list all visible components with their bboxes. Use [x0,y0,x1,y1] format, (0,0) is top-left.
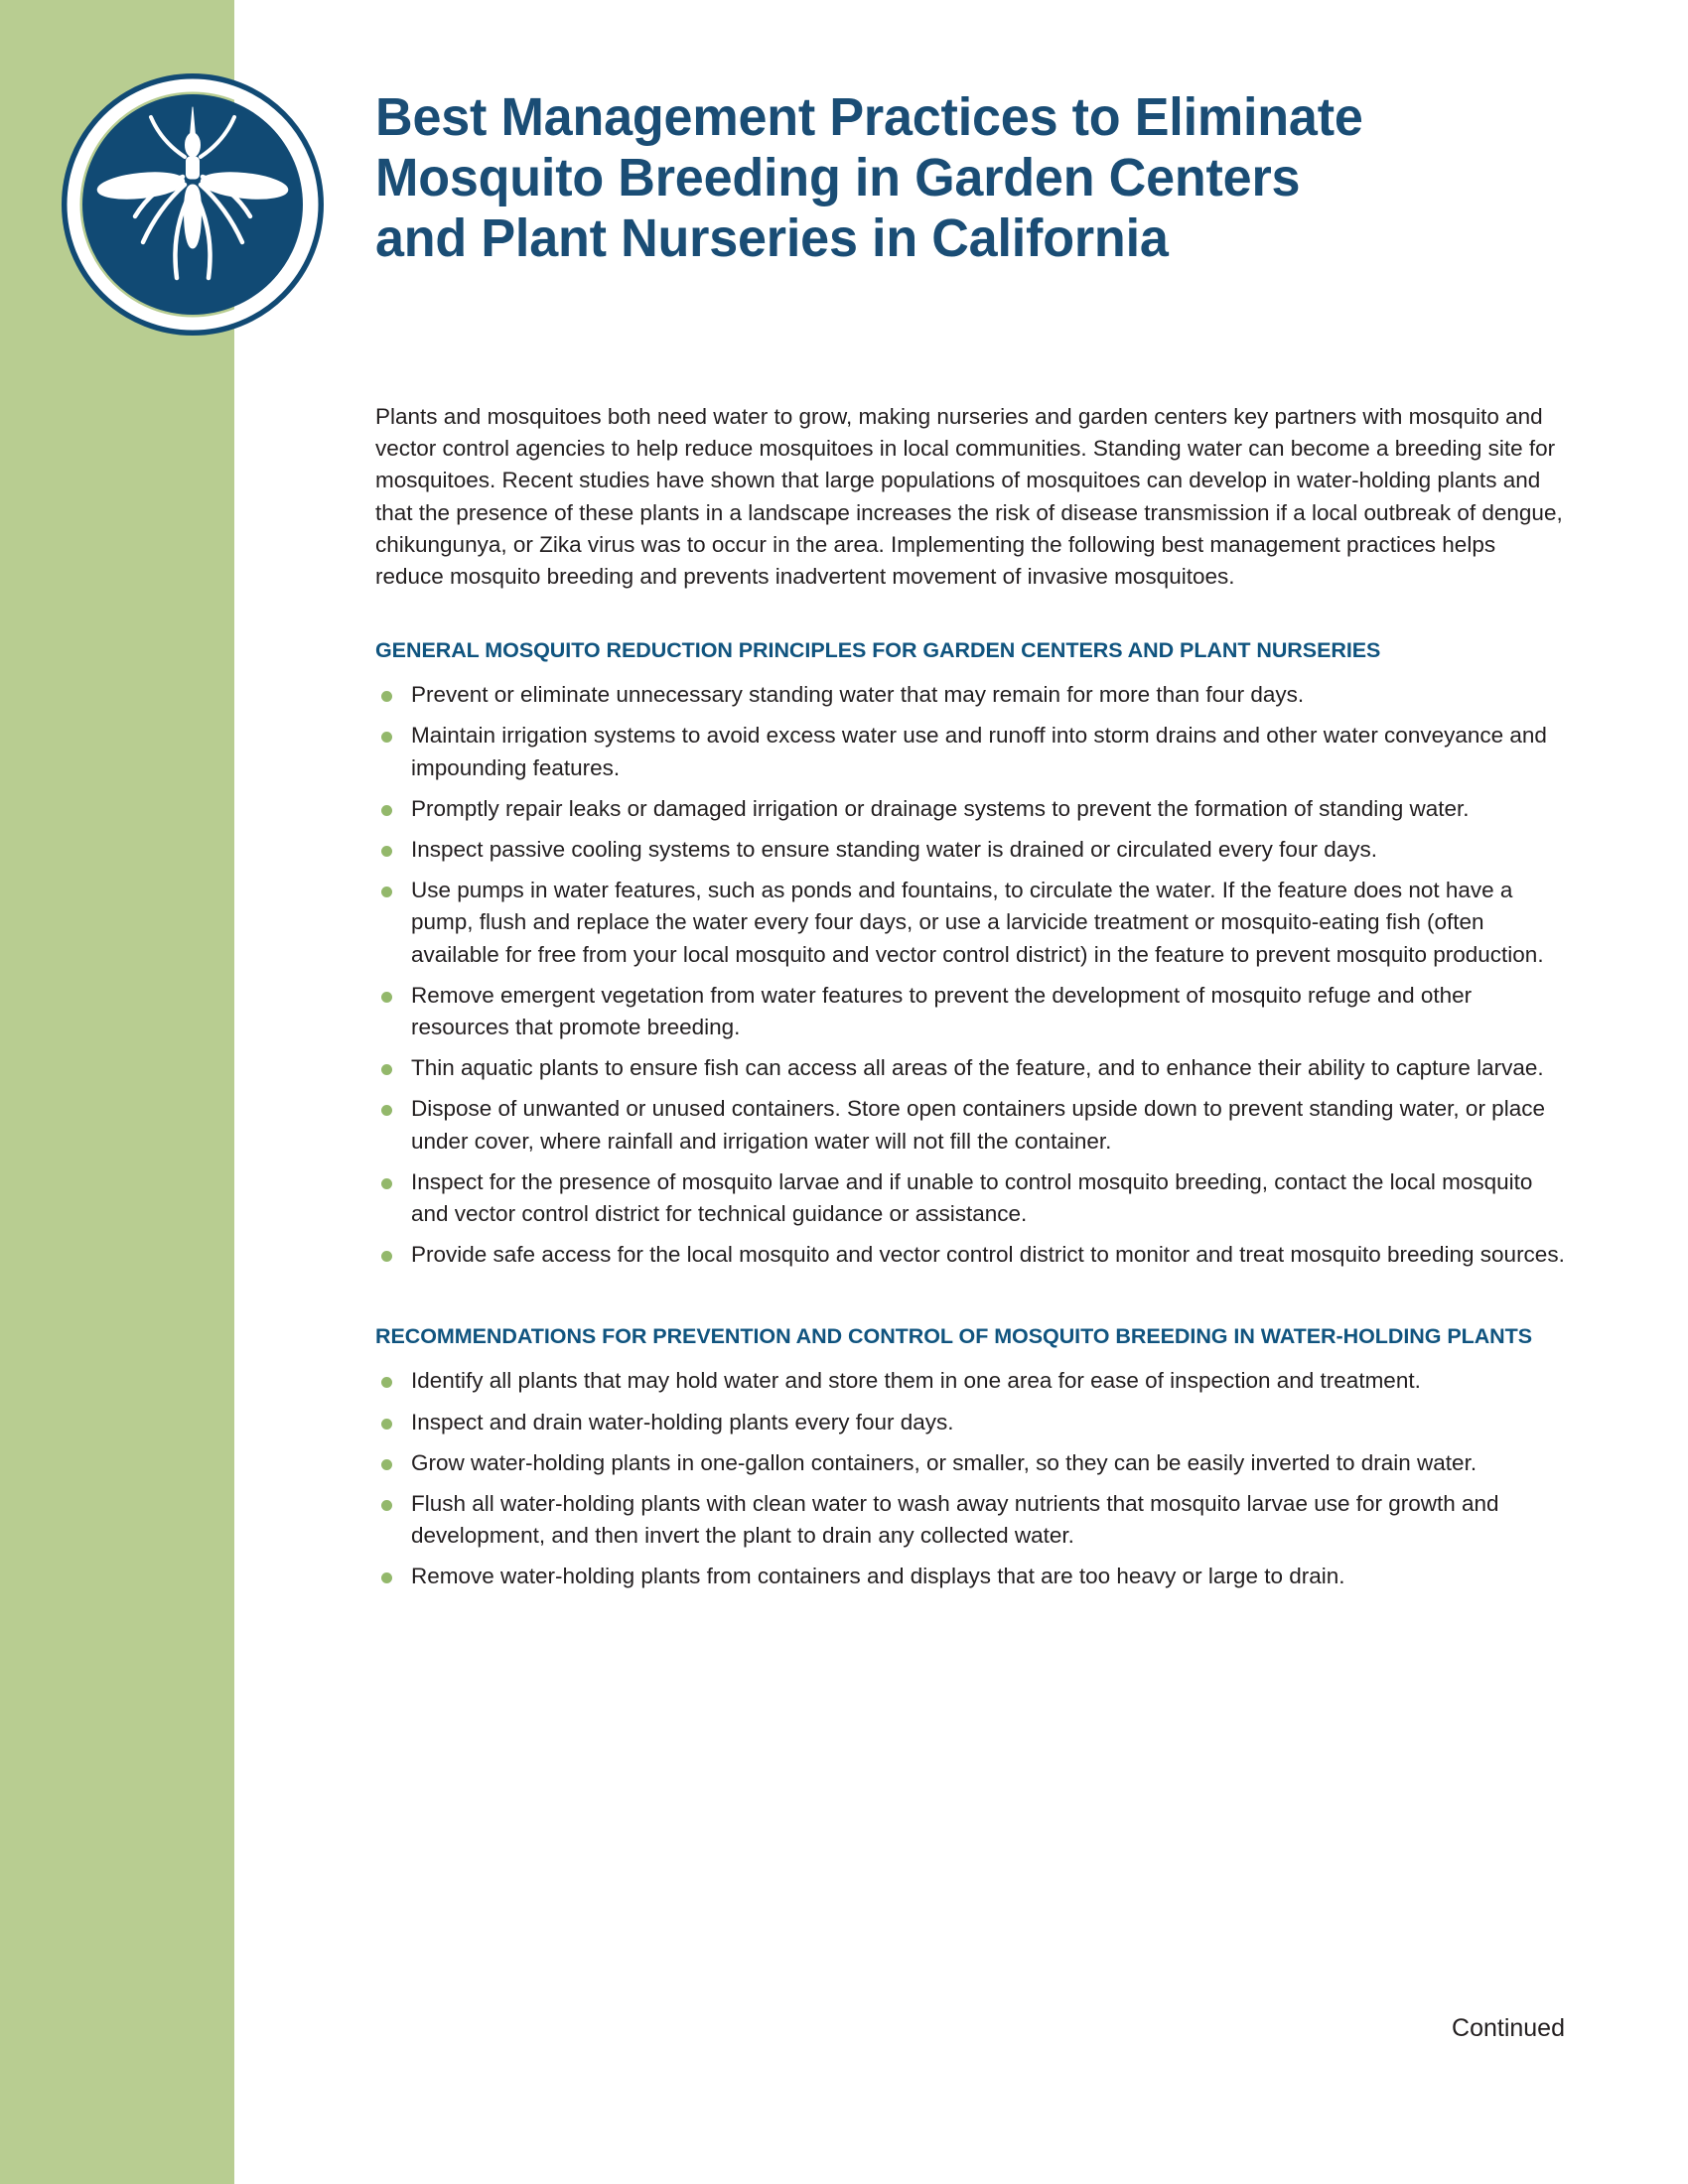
list-item [375,793,1565,825]
list-item [375,1488,1565,1552]
water-holding-plants-list [375,1351,1565,1592]
bullet-dot-icon [381,1500,392,1511]
list-item [375,834,1565,866]
bullet-dot-icon [381,732,392,743]
list-item [375,1561,1565,1592]
general-principles-list [375,665,1565,1271]
document-content [375,0,1567,2184]
bullet-dot-icon [381,1064,392,1075]
list-item-text: Inspect passive cooling systems to ensure standing water is drained or circulated every four days. [411,837,1377,863]
list-item [375,720,1565,783]
list-item [375,1239,1565,1271]
list-item [375,1407,1565,1438]
bullet-dot-icon [381,1459,392,1470]
continued-label: Continued [1452,2014,1565,2042]
bullet-dot-icon [381,992,392,1003]
list-item [375,679,1565,711]
bullet-dot-icon [381,1251,392,1262]
bullet-dot-icon [381,1419,392,1430]
bullet-dot-icon [381,846,392,857]
bullet-dot-icon [381,1572,392,1583]
list-item-text: Thin aquatic plants to ensure fish can access all areas of the feature, and to enhance their ability to capture larvae. [411,1055,1544,1081]
list-item [375,875,1565,971]
section-heading-water-holding-plants: RECOMMENDATIONS FOR PREVENTION AND CONTROL OF MOSQUITO BREEDING IN WATER-HOLDING PLANTS [375,1324,1533,1349]
list-item [375,1365,1565,1397]
mosquito-badge-logo [62,73,324,336]
list-item [375,1052,1565,1084]
list-item-text: Provide safe access for the local mosquito and vector control district to monitor and treat mosquito breeding sources. [411,1242,1565,1268]
intro-paragraph: Plants and mosquitoes both need water to grow, making nurseries and garden centers key partners with mosquito and vector control agencies to help reduce mosquitoes in local communities. Standing water can become a breeding site for mosquitoes. Recent studies have shown that large populations of mosquitoes can develop in water-holding plants and that the presence of these plants in a landscape increases the risk of disease transmission if a local outbreak of dengue, chikungunya, or Zika virus was to occur in the area. Implementing the following best management practices helps reduce mosquito breeding and prevents inadvertent movement of invasive mosquitoes. [375,404,1563,590]
bullet-dot-icon [381,887,392,897]
page-title [375,87,1515,269]
list-item-text: Remove emergent vegetation from water features to prevent the development of mosquito refuge and other resources that promote breeding. [411,982,1473,1040]
section-heading-general-principles: GENERAL MOSQUITO REDUCTION PRINCIPLES FOR GARDEN CENTERS AND PLANT NURSERIES [375,638,1381,663]
list-item-text: Remove water-holding plants from containers and displays that are too heavy or large to drain. [411,1564,1345,1589]
bullet-dot-icon [381,1377,392,1388]
list-item-text: Identify all plants that may hold water and store them in one area for ease of inspection and treatment. [411,1368,1421,1394]
list-item [375,1447,1565,1479]
bullet-dot-icon [381,1178,392,1189]
list-item-text: Inspect and drain water-holding plants every four days. [411,1409,954,1434]
document-body [375,401,1565,1593]
list-item-text: Maintain irrigation systems to avoid excess water use and runoff into storm drains and other water conveyance and impounding features. [411,723,1547,780]
bullet-dot-icon [381,1105,392,1116]
list-item [375,1166,1565,1230]
list-item-text: Promptly repair leaks or damaged irrigation or drainage systems to prevent the formation of standing water. [411,795,1470,821]
list-item-text: Inspect for the presence of mosquito larvae and if unable to control mosquito breeding, contact the local mosquito and vector control district for technical guidance or assistance. [411,1168,1533,1227]
list-item-text: Flush all water-holding plants with clean water to wash away nutrients that mosquito larvae use for growth and development, and then invert the plant to drain any collected water. [411,1491,1499,1549]
bullet-dot-icon [381,691,392,702]
list-item [375,980,1565,1043]
bullet-dot-icon [381,805,392,816]
page-title-line-1: Best Management Practices to Eliminate [375,87,1363,147]
list-item-text: Grow water-holding plants in one-gallon containers, or smaller, so they can be easily inverted to drain water. [411,1449,1477,1475]
list-item [375,1093,1565,1157]
list-item-text: Use pumps in water features, such as ponds and fountains, to circulate the water. If the feature does not have a pump, flush and replace the water every four days, or use a larvicide treatment or mosquito-eating fish (often available for free from your local mosquito and vector control district) in the feature to prevent mosquito production. [411,878,1544,967]
list-item-text: Prevent or eliminate unnecessary standing water that may remain for more than four days. [411,682,1305,708]
page-title-line-2: Mosquito Breeding in Garden Centers [375,148,1301,207]
list-item-text: Dispose of unwanted or unused containers. Store open containers upside down to prevent standing water, or place under cover, where rainfall and irrigation water will not fill the container. [411,1096,1545,1154]
page-title-line-3: and Plant Nurseries in California [375,208,1169,268]
